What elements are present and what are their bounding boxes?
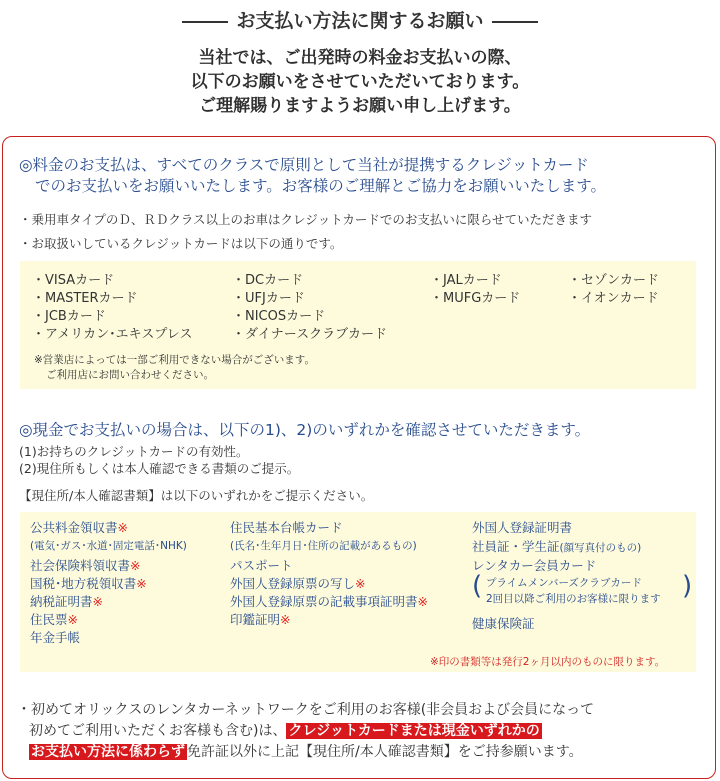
bullet-card-list-intro: ・お取扱いしているクレジットカードは以下の通りです。: [19, 236, 343, 251]
card-jcb: ・JCBカード: [32, 309, 106, 324]
doc-pension-book: 年金手帳: [30, 630, 81, 645]
card-jal: ・JALカード: [430, 273, 502, 288]
page-header: [0, 0, 720, 136]
card-diners: ・ダイナースクラブカード: [232, 327, 387, 342]
page-title: [0, 6, 720, 33]
doc-resident-card-detail: (氏名･生年月日･住所の記載があるもの): [230, 540, 417, 552]
doc-resident-card: 住民基本台帳カード: [230, 520, 343, 535]
card-visa: ・VISAカード: [32, 273, 115, 288]
doc-rental-member-card: レンタカー会員カード: [472, 558, 597, 573]
card-dc: ・DCカード: [232, 273, 304, 288]
title-rule-right: [492, 21, 538, 23]
doc-alien-registry-copy: 外国人登録原票の写し※: [230, 576, 366, 591]
doc-prime-members: プライムメンバーズクラブカード: [486, 577, 642, 589]
doc-employee-student-id: 社員証・学生証(顔写真付のもの): [472, 539, 642, 554]
doc-alien-registry-cert: 外国人登録原票の記載事項証明書※: [230, 594, 428, 609]
card-note: ※営業店によっては一部ご利用できない場合がございます。 ご利用店にお問い合わせください。: [34, 354, 315, 381]
card-saison: ・セゾンカード: [568, 273, 660, 288]
title-text: お支払い方法に関するお願い: [236, 10, 484, 32]
card-aeon: ・イオンカード: [568, 291, 659, 306]
doc-passport: パスポート: [230, 558, 293, 573]
card-payment-heading: ◎料金のお支払は、すべてのクラスで原則として当社が提携するクレジットカード でのお支払いをお願いいたします。お客様のご理解とご協力をお願いいたします。: [19, 156, 607, 195]
doc-utility-detail: (電気･ガス･水道･固定電話･NHK): [30, 540, 187, 552]
info-panel: [2, 136, 716, 779]
doc-alien-registration: 外国人登録証明書: [472, 520, 573, 535]
intro-line-1: 当社では、ご出発時の料金お支払いの際、: [198, 48, 522, 68]
doc-social-insurance: 社会保険料領収書※: [30, 558, 141, 573]
card-list-panel: [20, 261, 696, 389]
bracket-right: ): [682, 571, 693, 601]
highlight-regardless: お支払い方法に係わらず: [31, 744, 185, 760]
card-master: ・MASTERカード: [32, 291, 138, 306]
cash-item-1: (1)お持ちのクレジットカードの有効性。: [19, 444, 249, 459]
doc-seal-cert: 印鑑証明※: [230, 612, 291, 627]
intro-line-3: ご理解賜りますようお願い申し上げます。: [199, 96, 521, 116]
doc-prime-members-note: 2回目以降ご利用のお客様に限ります: [486, 593, 661, 605]
highlight-payment-either: クレジットカードまたは現金いずれかの: [288, 723, 540, 739]
first-time-notice: ・初めてオリックスのレンタカーネットワークをご利用のお客様(非会員および会員になって 初めてご利用いただくお客様も含む)は、 クレジットカードまたは現金いずれかの お支払い方法に係わらず 免許証以外に上記【現住所/本人確認書類】をご持参願います。: [17, 702, 595, 760]
doc-intro: 【現住所/本人確認書類】は以下のいずれかをご提示ください。: [19, 488, 374, 503]
title-rule-left: [182, 21, 228, 23]
card-mufg: ・MUFGカード: [430, 291, 521, 306]
doc-health-insurance: 健康保険証: [472, 616, 535, 631]
cash-payment-heading: ◎現金でお支払いの場合は、以下の1)、2)のいずれかを確認させていただきます。: [19, 421, 591, 439]
document-list-panel: [20, 512, 696, 672]
doc-resident-record: 住民票※: [30, 612, 78, 627]
doc-tax-receipt: 国税･地方税領収書※: [30, 576, 147, 591]
bullet-class-restriction: ・乗用車タイプのＤ、ＲＤクラス以上のお車はクレジットカードでのお支払いに限らせていただきます: [19, 212, 592, 227]
doc-validity-note: ※印の書類等は発行2ヶ月以内のものに限ります。: [430, 656, 666, 668]
bracket-left: (: [472, 571, 483, 601]
card-ufj: ・UFJカード: [232, 291, 305, 306]
intro-text: [0, 46, 720, 118]
card-amex: ・アメリカン･エキスプレス: [32, 327, 193, 342]
card-nicos: ・NICOSカード: [232, 309, 326, 324]
doc-utility-receipt: 公共料金領収書※: [30, 520, 128, 535]
doc-tax-certificate: 納税証明書※: [30, 594, 103, 609]
cash-item-2: (2)現住所もしくは本人確認できる書類のご提示。: [19, 461, 300, 476]
intro-line-2: 以下のお願いをさせていただいております。: [190, 72, 530, 92]
